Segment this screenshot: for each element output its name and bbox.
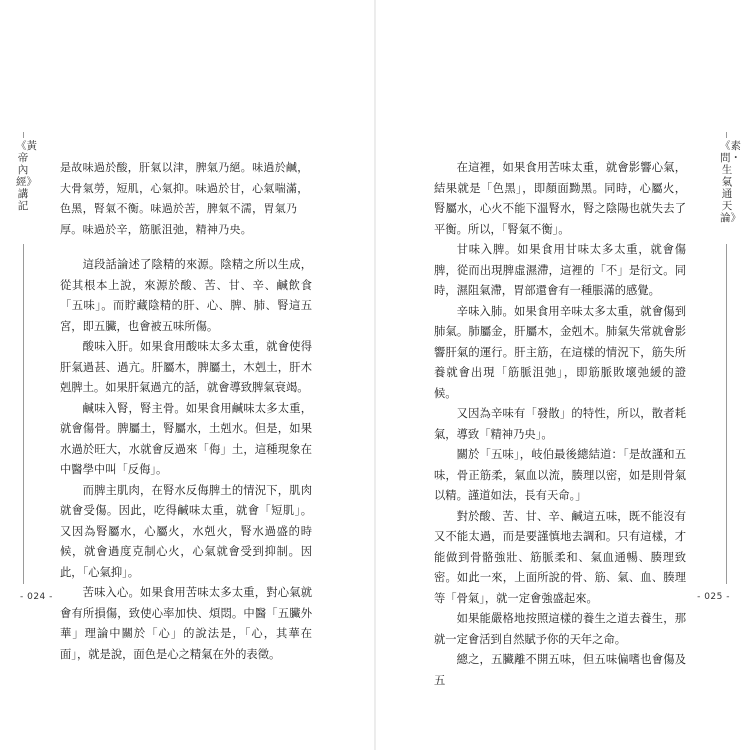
left-paragraph-4: 而脾主肌肉，在腎水反侮脾土的情況下，肌肉就會受傷。因此，吃得鹹味太重，就會「短肌」。又因為腎屬水，心屬火，水剋火，腎水過盛的時候，就會過度克制心火，心氣就會受到抑制。因此，「心氣抑」。	[60, 483, 312, 579]
right-running-title-rule-bottom	[726, 244, 727, 584]
right-paragraph-8: 總之，五臟離不開五味，但五味偏嗜也會傷及五	[434, 653, 686, 687]
right-text-block	[434, 158, 686, 691]
left-paragraph-1: 這段話論述了陰精的來源。陰精之所以生成，從其根本上說，來源於酸、苦、甘、辛、鹹飲食「五味」。而貯藏陰精的肝、心、脾、肺、腎這五宮，即五臟，也會被五味所傷。	[60, 258, 312, 333]
right-running-title-rule-top	[726, 132, 727, 138]
left-text-block	[60, 158, 312, 665]
right-page-number: - 025 -	[697, 592, 730, 602]
right-paragraph-6: 對於酸、苦、甘、辛、鹹這五味，既不能沒有又不能太過，而是要謹慎地去調和。只有這樣，才能做到骨骼強壯、筋脈柔和、氣血通暢、腠理致密。如此一來，上面所說的骨、筋、氣、血、腠理等「骨氣」，就一定會強盛起來。	[434, 509, 686, 605]
right-paragraph-4: 又因為辛味有「發散」的特性，所以，散者耗氣，導致「精神乃央」。	[434, 407, 686, 441]
left-page-number: - 024 -	[20, 592, 53, 602]
right-running-title: 《素問・生氣通天論》	[720, 140, 741, 224]
left-running-title: 《黃帝內經》講記	[16, 140, 37, 212]
right-paragraph-1: 在這裡，如果食用苦味太重，就會影響心氣，結果就是「色黑」，即顏面黝黑。同時，心屬火，腎屬水，心火不能下溫腎水，腎之陰陽也就失去了平衡。所以，「腎氣不衡」。	[434, 161, 686, 236]
right-paragraph-2: 甘味入脾。如果食用甘味太多太重，就會傷脾，從而出現脾虛濕滯，這裡的「不」是衍文。同時，濕阻氣滯，胃部還會有一種脹滿的感覺。	[434, 243, 686, 297]
left-paragraph-3: 鹹味入腎，腎主骨。如果食用鹹味太多太重，就會傷骨。脾屬土，腎屬水，土剋水。但是，如果水過於旺大，水就會反過來「侮」土，這種現象在中醫學中叫「反侮」。	[60, 401, 312, 476]
left-paragraph-2: 酸味入肝。如果食用酸味太多太重，就會使得肝氣過甚、過亢。肝屬木，脾屬土，木剋土，肝木剋脾土。如果肝氣過亢的話，就會導致脾氣衰竭。	[60, 340, 312, 394]
left-running-title-rule-bottom	[23, 244, 24, 584]
right-paragraph-7: 如果能嚴格地按照這樣的養生之道去養生，那就一定會活到自然賦予你的天年之命。	[434, 612, 686, 646]
right-page	[375, 0, 750, 750]
right-paragraph-5: 關於「五味」，岐伯最後總結道：「是故謹和五味，骨正筋柔，氣血以流，腠理以密，如是則骨氣以精。謹道如法，長有天命。」	[434, 448, 686, 502]
classic-quotation: 是故味過於酸，肝氣以津，脾氣乃絕。味過於鹹，大骨氣勞，短肌，心氣抑。味過於甘，心氣喘滿，色黑，腎氣不衡。味過於苦，脾氣不濡，胃氣乃厚。味過於辛，筋脈沮弛，精神乃央。	[60, 161, 309, 236]
left-paragraph-5: 苦味入心。如果食用苦味太多太重，對心氣就會有所損傷，致使心率加快、煩悶。中醫「五臟外華」理論中關於「心」的說法是，「心，其華在面」，就是說，面色是心之精氣在外的表徵。	[60, 586, 312, 661]
right-paragraph-3: 辛味入肺。如果食用辛味太多太重，就會傷到肺氣。肺屬金，肝屬木，金剋木。肺氣失常就會影響肝氣的運行。肝主筋，在這樣的情況下，筋失所養就會出現「筋脈沮弛」，即筋脈敗壞弛緩的證候。	[434, 304, 686, 400]
left-running-title-rule-top	[23, 132, 24, 138]
